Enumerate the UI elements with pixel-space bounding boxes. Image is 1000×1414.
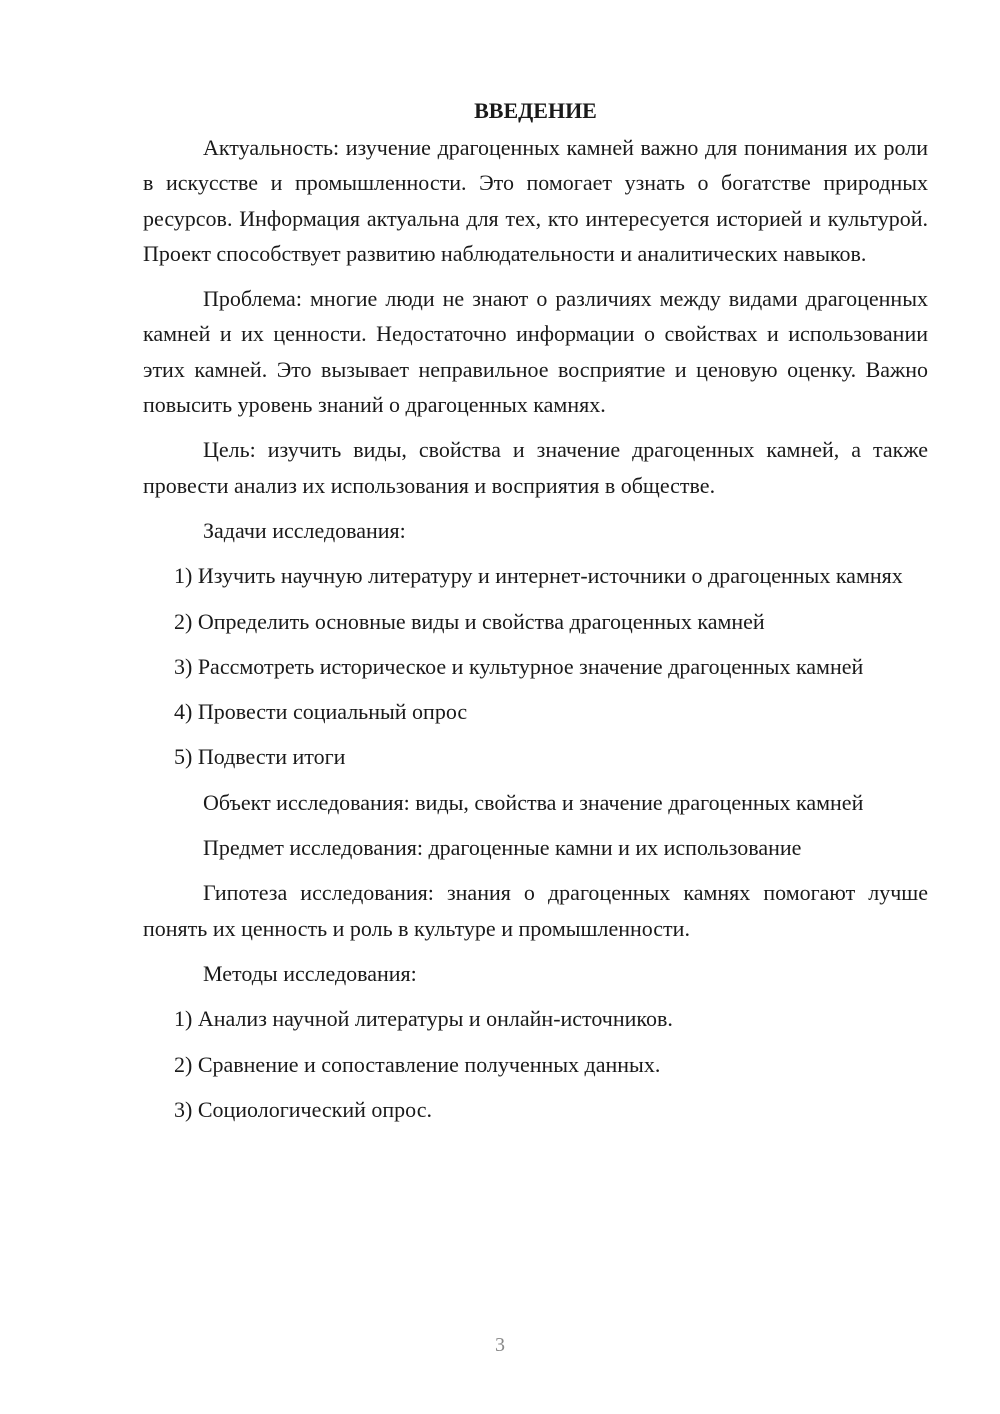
task-item-2: 2) Определить основные виды и свойства драгоценных камней xyxy=(174,608,765,634)
hypothesis-paragraph: Гипотеза исследования: знания о драгоценных камнях помогают лучше понять их ценность и роль в культуре и промышленности. xyxy=(143,880,928,941)
task-item-3: 3) Рассмотреть историческое и культурное значение драгоценных камней xyxy=(174,653,864,679)
relevance-paragraph: Актуальность: изучение драгоценных камней важно для понимания их роли в искусстве и промышленности. Это помогает узнать о богатстве природных ресурсов. Информация актуальна для тех, кто интересуется историей и культурой. Проект способствует развитию наблюдательности и аналитических навыков. xyxy=(143,135,928,266)
problem-paragraph: Проблема: многие люди не знают о различиях между видами драгоценных камней и их ценности. Недостаточно информации о свойствах и использовании этих камней. Это вызывает неправильное восприятие и ценовую оценку. Важно повысить уровень знаний о драгоценных камнях. xyxy=(143,286,928,418)
tasks-heading: Задачи исследования: xyxy=(203,517,406,543)
task-item-4: 4) Провести социальный опрос xyxy=(174,699,468,725)
task-item-1: 1) Изучить научную литературу и интернет-источники о драгоценных камнях xyxy=(174,563,903,589)
document-page xyxy=(143,96,928,1127)
method-item-1: 1) Анализ научной литературы и онлайн-источников. xyxy=(174,1006,673,1032)
subject-paragraph: Предмет исследования: драгоценные камни и их использование xyxy=(203,835,802,861)
task-item-5: 5) Подвести итоги xyxy=(174,744,346,770)
goal-paragraph: Цель: изучить виды, свойства и значение драгоценных камней, а также провести анализ их использования и восприятия в обществе. xyxy=(143,437,928,498)
object-paragraph: Объект исследования: виды, свойства и значение драгоценных камней xyxy=(203,789,864,815)
method-item-2: 2) Сравнение и сопоставление полученных данных. xyxy=(174,1051,661,1077)
page-number: 3 xyxy=(495,1334,505,1356)
method-item-3: 3) Социологический опрос. xyxy=(174,1096,432,1122)
methods-heading: Методы исследования: xyxy=(203,960,417,986)
section-title: ВВЕДЕНИЕ xyxy=(474,98,597,123)
